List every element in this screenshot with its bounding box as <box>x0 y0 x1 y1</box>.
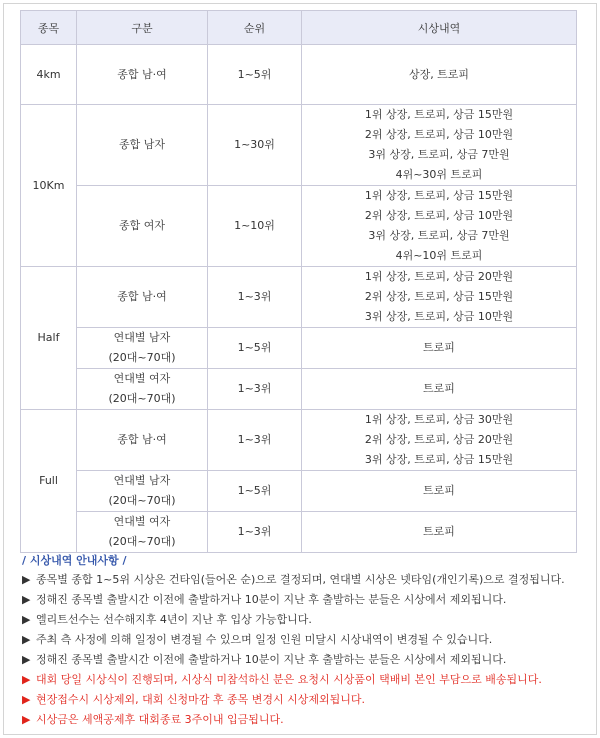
category-cell <box>77 471 208 512</box>
cell-line: 트로피 <box>423 341 455 354</box>
cell-line: 3위 상장, 트로피, 상금 7만원 <box>368 148 510 161</box>
table-row <box>21 328 577 369</box>
header-category: 구분 <box>77 11 208 45</box>
rank-cell: 1~5위 <box>208 471 302 512</box>
awards-cell <box>302 410 577 471</box>
note-item <box>22 590 592 610</box>
rank-cell: 1~5위 <box>208 328 302 369</box>
note-item <box>22 670 592 690</box>
cell-line: 1위 상장, 트로피, 상금 15만원 <box>364 108 514 121</box>
rank-cell: 1~3위 <box>208 369 302 410</box>
rank-cell: 1~5위 <box>208 45 302 105</box>
cell-line: (20대~70대) <box>108 494 176 507</box>
cell-line: 1위 상장, 트로피, 상금 20만원 <box>364 270 514 283</box>
triangle-right-icon: ▶ <box>22 693 31 706</box>
cell-line: 3위 상장, 트로피, 상금 7만원 <box>368 229 510 242</box>
cell-line: 4위~10위 트로피 <box>395 249 483 262</box>
awards-cell <box>302 369 577 410</box>
category-cell: 종합 남·여 <box>77 267 208 328</box>
note-item <box>22 570 592 590</box>
cell-line: 연대별 남자 <box>113 474 171 487</box>
cell-line: 2위 상장, 트로피, 상금 15만원 <box>364 290 514 303</box>
note-text: 엘리트선수는 선수해지후 4년이 지난 후 입상 가능합니다. <box>36 613 312 626</box>
cell-line: 트로피 <box>423 382 455 395</box>
category-cell <box>77 512 208 553</box>
table-row <box>21 267 577 328</box>
table-row <box>21 105 577 186</box>
note-item <box>22 610 592 630</box>
triangle-right-icon: ▶ <box>22 593 31 606</box>
header-rank: 순위 <box>208 11 302 45</box>
cell-line: (20대~70대) <box>108 392 176 405</box>
awards-table <box>20 10 577 553</box>
rank-cell: 1~3위 <box>208 410 302 471</box>
header-event: 종목 <box>21 11 77 45</box>
event-cell-10km: 10Km <box>21 105 77 267</box>
note-text: 종목별 종합 1~5위 시상은 건타임(들어온 순)으로 결정되며, 연대별 시상은 넷타임(개인기록)으로 결정됩니다. <box>36 573 565 586</box>
cell-line: 1위 상장, 트로피, 상금 30만원 <box>364 413 514 426</box>
category-cell: 종합 남·여 <box>77 410 208 471</box>
awards-cell <box>302 105 577 186</box>
table-row <box>21 186 577 267</box>
awards-cell <box>302 186 577 267</box>
notes-list <box>22 570 592 730</box>
triangle-right-icon: ▶ <box>22 573 31 586</box>
cell-line: 트로피 <box>423 484 455 497</box>
triangle-right-icon: ▶ <box>22 653 31 666</box>
category-cell <box>77 369 208 410</box>
note-item <box>22 630 592 650</box>
event-cell-half: Half <box>21 267 77 410</box>
event-cell-full: Full <box>21 410 77 553</box>
event-cell-4km: 4km <box>21 45 77 105</box>
cell-line: 연대별 남자 <box>113 331 171 344</box>
cell-line: 2위 상장, 트로피, 상금 10만원 <box>364 209 514 222</box>
table-row <box>21 369 577 410</box>
notes-title: / 시상내역 안내사항 / <box>22 554 127 567</box>
triangle-right-icon: ▶ <box>22 673 31 686</box>
note-text: 현장접수시 시상제외, 대회 신청마감 후 종목 변경시 시상제외됩니다. <box>36 693 365 706</box>
rank-cell: 1~10위 <box>208 186 302 267</box>
triangle-right-icon: ▶ <box>22 633 31 646</box>
cell-line: 2위 상장, 트로피, 상금 10만원 <box>364 128 514 141</box>
cell-line: (20대~70대) <box>108 351 176 364</box>
cell-line: 3위 상장, 트로피, 상금 10만원 <box>364 310 514 323</box>
note-text: 대회 당일 시상식이 진행되며, 시상식 미참석하신 분은 요청시 시상품이 택배비 본인 부담으로 배송됩니다. <box>36 673 542 686</box>
note-text: 주최 측 사정에 의해 일정이 변경될 수 있으며 일정 인원 미달시 시상내역이 변경될 수 있습니다. <box>36 633 493 646</box>
note-text: 정해진 종목별 출발시간 이전에 출발하거나 10분이 지난 후 출발하는 분들은 시상에서 제외됩니다. <box>36 653 507 666</box>
awards-cell <box>302 328 577 369</box>
table-row <box>21 410 577 471</box>
triangle-right-icon: ▶ <box>22 613 31 626</box>
cell-line: 2위 상장, 트로피, 상금 20만원 <box>364 433 514 446</box>
cell-line: 1위 상장, 트로피, 상금 15만원 <box>364 189 514 202</box>
award-notes <box>22 552 592 730</box>
cell-line: 연대별 여자 <box>113 372 171 385</box>
note-item <box>22 710 592 730</box>
note-item <box>22 650 592 670</box>
cell-line: 상장, 트로피 <box>408 67 470 81</box>
header-awards: 시상내역 <box>302 11 577 45</box>
table-row <box>21 471 577 512</box>
awards-cell <box>302 267 577 328</box>
cell-line: 4위~30위 트로피 <box>395 168 483 181</box>
rank-cell: 1~3위 <box>208 267 302 328</box>
rank-cell: 1~3위 <box>208 512 302 553</box>
category-cell: 종합 남·여 <box>77 45 208 105</box>
table-row <box>21 45 577 105</box>
category-cell <box>77 328 208 369</box>
awards-cell <box>302 45 577 105</box>
note-text: 시상금은 세액공제후 대회종료 3주이내 입금됩니다. <box>36 713 284 726</box>
category-cell: 종합 남자 <box>77 105 208 186</box>
cell-line: 3위 상장, 트로피, 상금 15만원 <box>364 453 514 466</box>
rank-cell: 1~30위 <box>208 105 302 186</box>
cell-line: (20대~70대) <box>108 535 176 548</box>
cell-line: 트로피 <box>423 525 455 538</box>
awards-cell <box>302 471 577 512</box>
note-item <box>22 690 592 710</box>
awards-cell <box>302 512 577 553</box>
table-row <box>21 512 577 553</box>
triangle-right-icon: ▶ <box>22 713 31 726</box>
category-cell: 종합 여자 <box>77 186 208 267</box>
table-header-row <box>21 11 577 45</box>
cell-line: 연대별 여자 <box>113 515 171 528</box>
note-text: 정해진 종목별 출발시간 이전에 출발하거나 10분이 지난 후 출발하는 분들은 시상에서 제외됩니다. <box>36 593 507 606</box>
